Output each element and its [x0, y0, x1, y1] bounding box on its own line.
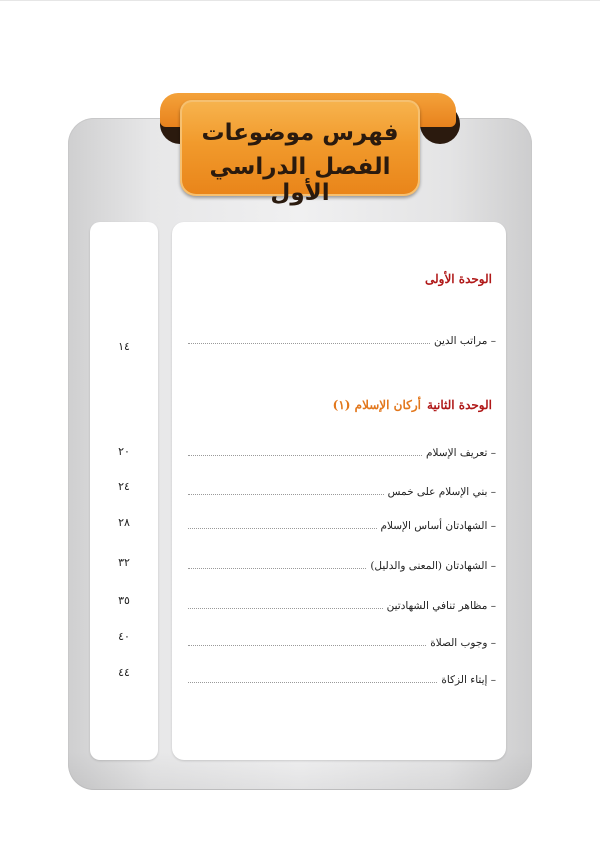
leader-dots — [188, 681, 437, 683]
toc-entry[interactable] — [188, 556, 496, 572]
leader-dots — [188, 454, 422, 456]
page-number[interactable]: ٣٥ — [118, 594, 130, 607]
toc-entry[interactable] — [188, 443, 496, 459]
toc-entry-text: – مظاهر تنافي الشهادتين — [386, 600, 496, 612]
page-number[interactable]: ٤٤ — [118, 666, 130, 679]
toc-entry[interactable] — [188, 516, 496, 532]
top-rule — [0, 0, 600, 1]
leader-dots — [188, 493, 384, 495]
toc-entry-text: – إيتاء الزكاة — [441, 674, 496, 686]
leader-dots — [188, 567, 366, 569]
toc-entry-text: – الشهادتان (المعنى والدليل) — [370, 560, 496, 572]
unit-heading-1[interactable] — [425, 272, 492, 286]
unit-subtitle: أركان الإسلام (١) — [332, 398, 421, 412]
page-number[interactable]: ٢٨ — [118, 516, 130, 529]
toc-entry[interactable] — [188, 331, 496, 347]
leader-dots — [188, 342, 430, 344]
toc-entry-text: – الشهادتان أساس الإسلام — [380, 520, 496, 532]
toc-entry[interactable] — [188, 670, 496, 686]
leader-dots — [188, 607, 383, 609]
toc-entry-text: – وجوب الصلاة — [430, 637, 496, 649]
toc-entry[interactable] — [188, 596, 496, 612]
leader-dots — [188, 644, 426, 646]
page-number[interactable]: ٢٤ — [118, 480, 130, 493]
page-number[interactable]: ٣٢ — [118, 556, 130, 569]
toc-entry[interactable] — [188, 633, 496, 649]
unit-heading-2[interactable] — [333, 398, 492, 412]
banner-title-line2: الفصل الدراسي الأول — [209, 154, 391, 206]
toc-entry-text: – بني الإسلام على خمس — [387, 486, 496, 498]
unit-title: الوحدة الثانية — [426, 398, 492, 412]
toc-entry[interactable] — [188, 482, 496, 498]
banner-title-line1: فهرس موضوعات — [201, 120, 399, 146]
leader-dots — [188, 527, 377, 529]
toc-entry-text: – مراتب الدين — [433, 335, 496, 347]
unit-title: الوحدة الأولى — [424, 272, 492, 286]
page-number[interactable]: ٤٠ — [118, 630, 130, 643]
toc-entry-text: – تعريف الإسلام — [426, 447, 496, 459]
page-number[interactable]: ١٤ — [118, 340, 130, 353]
page-number[interactable]: ٢٠ — [118, 445, 130, 458]
